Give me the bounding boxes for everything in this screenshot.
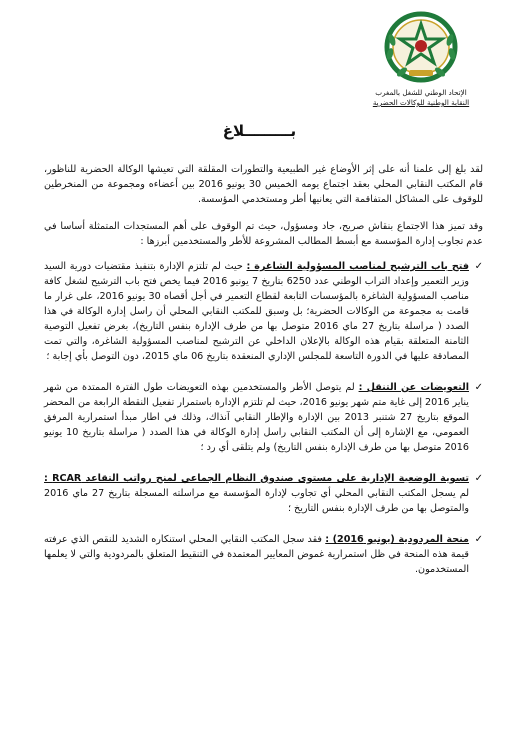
letterhead: [351, 10, 491, 108]
list-item: [44, 259, 483, 364]
list-item: [44, 532, 483, 577]
item-body: حيث لم تلتزم الإدارة بتنفيذ مقتضيات دورية السيد وزير التعمير وإعداد التراب الوطني عدد 6250 بتاريخ 7 يونيو 2016 فيما يخص فتح باب الترشيح لشغل كافة مناصب المسؤولية الشاغرة بالمؤسسات التابعة لقطاع التعمير في أجل أقصاه 30 يونيو 2016، على غرار ما قامت به مجموعة من الوكالات الحضرية؛ بل وسبق للمكتب النقابي المحلي أن راسل إدارة الوكالة في هذا الصدد ( مراسلة بتاريخ 27 ماي 2016 متوصل بها من طرف الإدارة بنفس التاريخ)، بغرض تفعيل التوصية الثامنة المتعلقة بقيام هذه الوكالة بالإعلان الداخلي عن الترشيح لمناصب المسؤولية الشاغرة، والتي تمت المصادقة عليها في الدورة التاسعة للمجلس الإداري المنعقدة بتاريخ 06 ماي 2015، دون التوصل بأي إجابة ؛: [44, 261, 470, 362]
list-item: [44, 380, 483, 455]
item-body: فقد سجل المكتب النقابي المحلي استنكاره الشديد للنقص الذي عرفته قيمة هذه المنحة في ظل استمرارية غموض المعايير المعتمدة في التنقيط المتعلق بالمردودية والتي لا يعلمها المستخدمون.: [44, 534, 469, 575]
union-branch-name: النقابة الوطنية للوكالات الحضرية: [372, 98, 470, 107]
item-title: تسوية الوضعية الإدارية على مستوى صندوق النظام الجماعي لمنح رواتب التقاعد RCAR :: [44, 473, 469, 484]
item-title: منحة المردودية (يونيو 2016) :: [325, 534, 469, 545]
item-title: فتح باب الترشيح لمناصب المسؤولية الشاغرة :: [246, 261, 469, 272]
item-body: لم يسجل المكتب النقابي المحلي أي تجاوب لإدارة المؤسسة مع مراسلته المسجلة بتاريخ 27 ماي 2016 والمتوصل بها من طرف الإدارة بنفس التاريخ ؛: [44, 488, 469, 514]
item-title: التعويضات عن التنقل :: [358, 382, 469, 393]
second-paragraph: وقد تميز هذا الاجتماع بنقاش صريح، جاد ومسؤول، حيث تم الوقوف على أهم المستجدات المتمثلة أساسا في عدم تجاوب إدارة المؤسسة مع أبسط المطالب المشروعة للأطر والمستخدمين أبرزها :: [44, 221, 483, 247]
intro-paragraph: لقد بلغ إلى علمنا أنه على إثر الأوضاع غير الطبيعية والتطورات المقلقة التي تعيشها الوكالة الحضرية للناظور، قام المكتب النقابي المحلي بعقد اجتماع يومه الخميس 30 يونيو 2016 بين أعضاءه ومجموعة من المنخرطين للوقوف على المشاكل المتفاقمة التي يعانيها أطر ومستخدمي المؤسسة.: [44, 164, 483, 205]
document-title: بـــــــــلاغ: [222, 122, 297, 140]
item-body: لم يتوصل الأطر والمستخدمين بهذه التعويضات طول الفترة الممتدة من شهر يناير 2016 إلى غاية متم شهر يونيو 2016، حيث لم تلتزم الإدارة باستمرار تفعيل النقطة الرابعة من المحضر الموقع بتاريخ 27 شتنبر 2013 بين الإدارة والإطار النقابي آنذاك، وذلك في اطار مبدأ استمرارية المرفق العمومي، مع الإشارة إلى أن المكتب النقابي راسل إدارة الوكالة في هذا الصدد ( مراسلة بتاريخ 10 يونيو 2016 متوصل بها من طرف الإدارة بنفس التاريخ) ولم يتلقى أي رد ؛: [44, 382, 469, 453]
organization-name: الإتحاد الوطني للشغل بالمغرب: [375, 88, 467, 97]
checkmark-icon: ✓: [474, 382, 483, 393]
checkmark-icon: ✓: [474, 261, 483, 272]
union-emblem-icon: [380, 10, 462, 86]
document-body: [44, 162, 483, 593]
list-item: [44, 471, 483, 516]
checkmark-icon: ✓: [474, 534, 483, 545]
checkmark-icon: ✓: [474, 473, 483, 484]
